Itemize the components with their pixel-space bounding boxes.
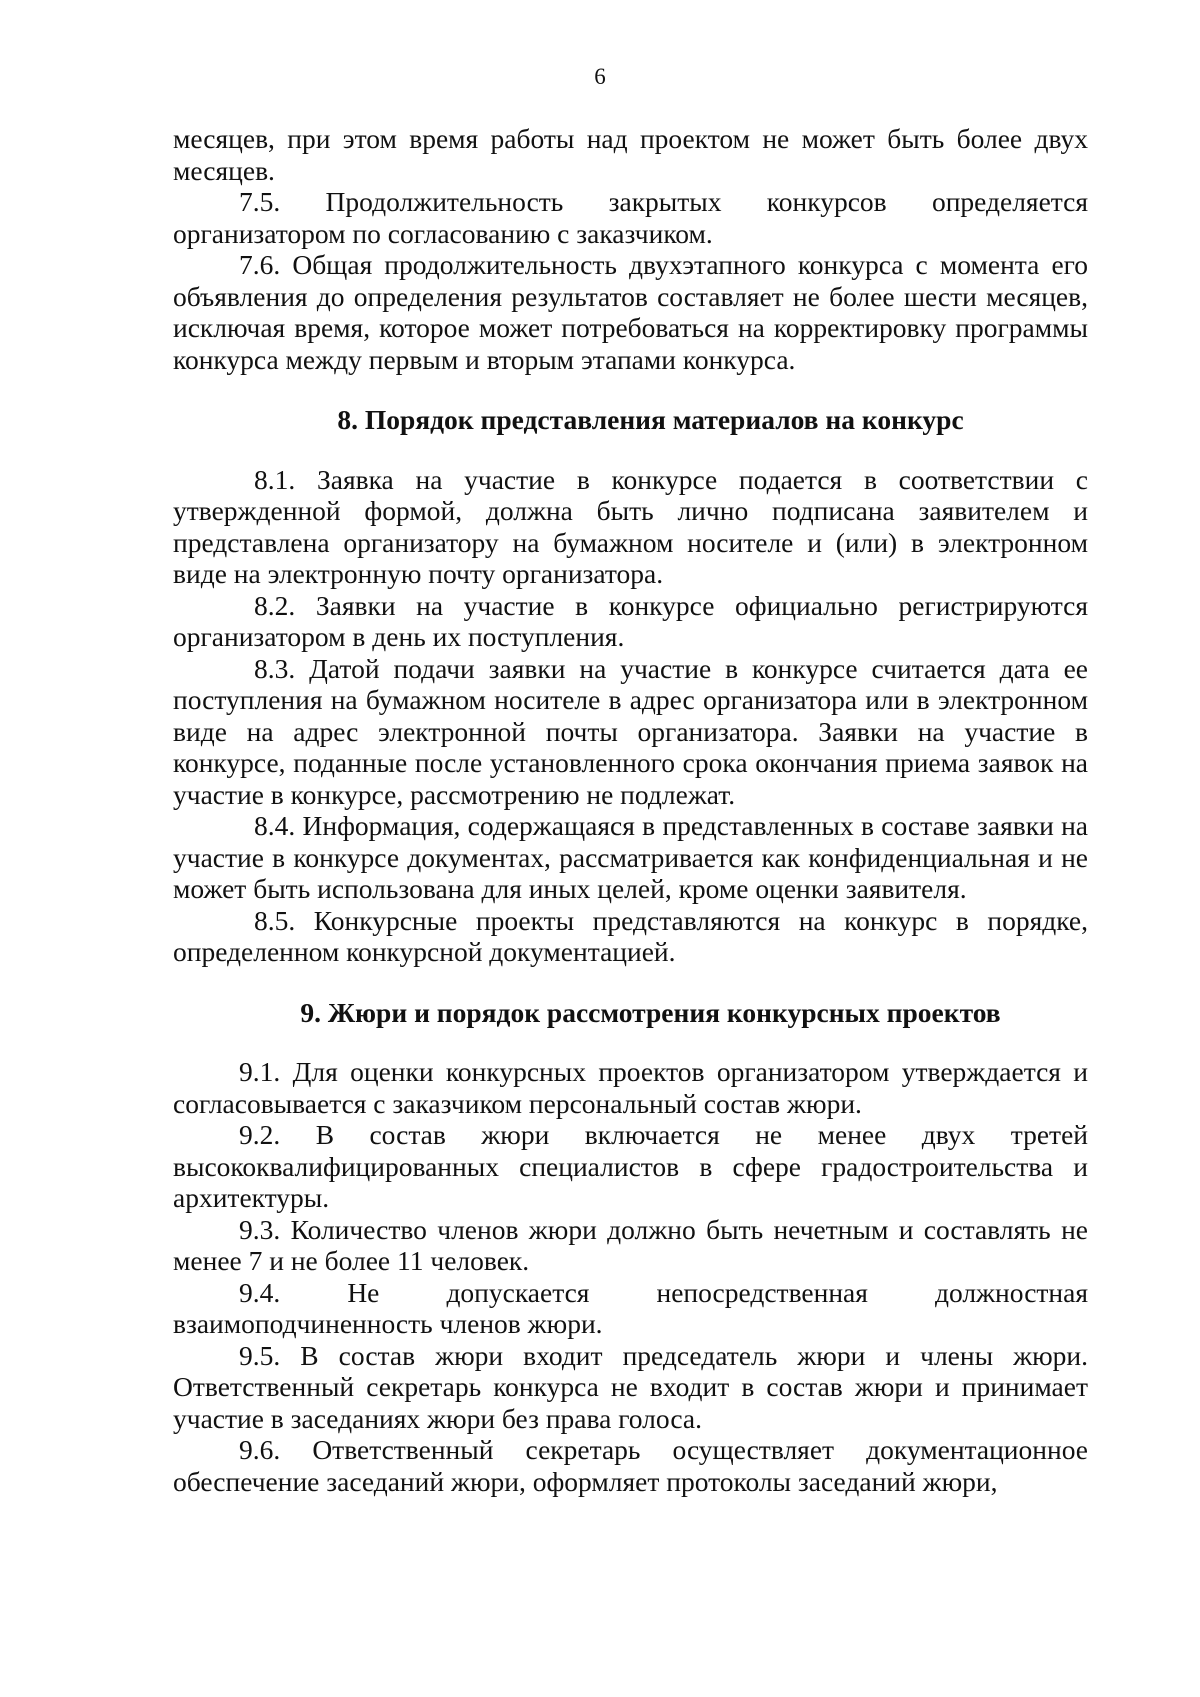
paragraph-8-4: 8.4. Информация, содержащаяся в представленных в составе заявки на участие в конкурсе документах, рассматривается как конфиденциальная и не может быть использована для иных целей, кроме оценки заявителя. <box>173 810 1088 904</box>
paragraph-8-5: 8.5. Конкурсные проекты представляются на конкурс в порядке, определенном конкурсной документацией. <box>173 904 1088 967</box>
paragraph-8-2: 8.2. Заявки на участие в конкурсе официально регистрируются организатором в день их поступления. <box>173 589 1088 652</box>
paragraph-7-5: 7.5. Продолжительность закрытых конкурсов определяется организатором по согласованию с заказчиком. <box>173 186 1088 249</box>
paragraph-8-3: 8.3. Датой подачи заявки на участие в конкурсе считается дата ее поступления на бумажном носителе в адрес организатора или в электронном виде на адрес электронной почты организатора. Заявки на участие в конкурсе, поданные после установленного срока окончания приема заявок на участие в конкурсе, рассмотрению не подлежат. <box>173 652 1088 810</box>
section-heading-8: 8. Порядок представления материалов на конкурс <box>337 404 964 435</box>
paragraph-9-4: 9.4. Не допускается непосредственная должностная взаимоподчиненность членов жюри. <box>173 1276 1088 1339</box>
paragraph-7-6: 7.6. Общая продолжительность двухэтапного конкурса с момента его объявления до определения результатов составляет не более шести месяцев, исключая время, которое может потребоваться на корректировку программы конкурса между первым и вторым этапами конкурса. <box>173 249 1088 375</box>
paragraph-9-6: 9.6. Ответственный секретарь осуществляет документационное обеспечение заседаний жюри, оформляет протоколы заседаний жюри, <box>173 1434 1088 1497</box>
paragraph-7-4-continuation: месяцев, при этом время работы над проектом не может быть более двух месяцев. <box>173 123 1088 186</box>
page-number: 6 <box>594 64 606 89</box>
paragraph-8-1: 8.1. Заявка на участие в конкурсе подается в соответствии с утвержденной формой, должна быть лично подписана заявителем и представлена организатору на бумажном носителе и (или) в электронном виде на электронную почту организатора. <box>173 463 1088 589</box>
document-body <box>173 123 1088 1497</box>
paragraph-9-1: 9.1. Для оценки конкурсных проектов организатором утверждается и согласовывается с заказчиком персональный состав жюри. <box>173 1056 1088 1119</box>
paragraph-9-5: 9.5. В состав жюри входит председатель жюри и члены жюри. Ответственный секретарь конкурса не входит в состав жюри и принимает участие в заседаниях жюри без права голоса. <box>173 1339 1088 1434</box>
section-heading-9: 9. Жюри и порядок рассмотрения конкурсных проектов <box>300 996 1001 1028</box>
paragraph-9-3: 9.3. Количество членов жюри должно быть нечетным и составлять не менее 7 и не более 11 человек. <box>173 1213 1088 1276</box>
paragraph-9-2: 9.2. В состав жюри включается не менее двух третей высококвалифицированных специалистов в сфере градостроительства и архитектуры. <box>173 1119 1088 1213</box>
